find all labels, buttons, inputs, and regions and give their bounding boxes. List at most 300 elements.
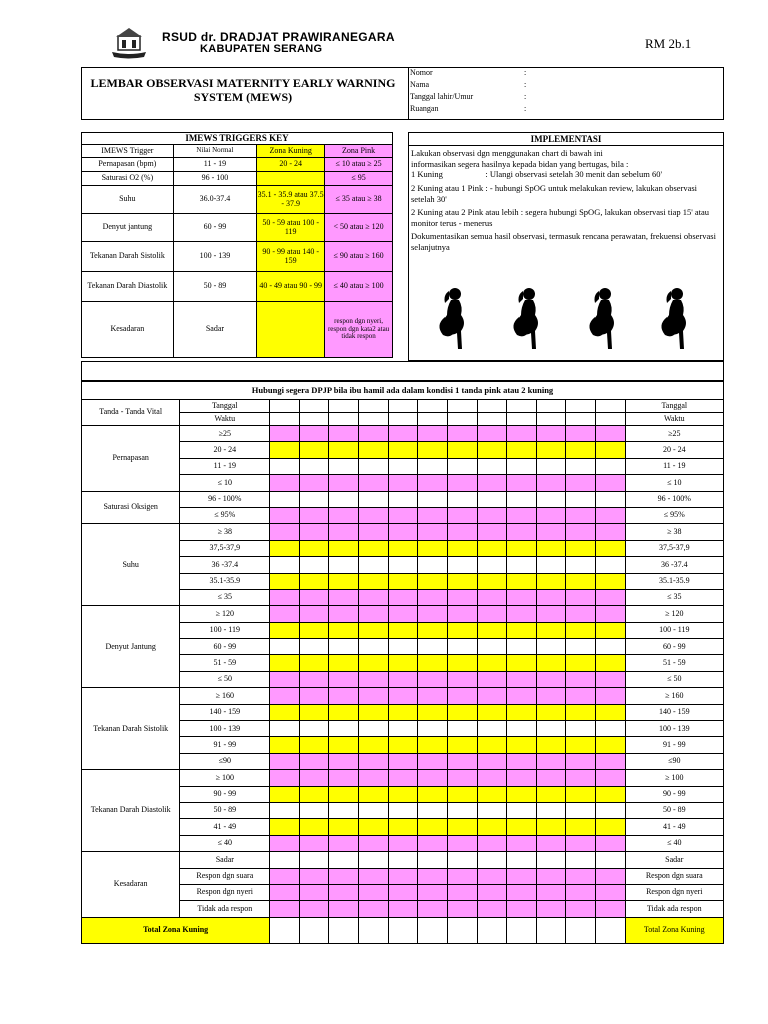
- observation-cell[interactable]: [359, 802, 389, 818]
- observation-cell[interactable]: [566, 622, 596, 638]
- observation-cell[interactable]: [595, 458, 625, 474]
- observation-cell[interactable]: [270, 524, 300, 540]
- observation-cell[interactable]: [477, 655, 507, 671]
- observation-cell[interactable]: [299, 737, 329, 753]
- observation-cell[interactable]: [270, 852, 300, 868]
- observation-cell[interactable]: [329, 704, 359, 720]
- observation-cell[interactable]: [270, 475, 300, 491]
- time-cell[interactable]: [595, 413, 625, 426]
- observation-cell[interactable]: [447, 868, 477, 884]
- observation-cell[interactable]: [270, 868, 300, 884]
- observation-cell[interactable]: [388, 688, 418, 704]
- observation-cell[interactable]: [566, 753, 596, 769]
- observation-cell[interactable]: [359, 721, 389, 737]
- observation-cell[interactable]: [270, 442, 300, 458]
- observation-cell[interactable]: [595, 540, 625, 556]
- observation-cell[interactable]: [359, 704, 389, 720]
- observation-cell[interactable]: [595, 901, 625, 917]
- observation-cell[interactable]: [507, 819, 537, 835]
- observation-cell[interactable]: [595, 426, 625, 442]
- observation-cell[interactable]: [477, 639, 507, 655]
- observation-cell[interactable]: [270, 688, 300, 704]
- observation-cell[interactable]: [477, 589, 507, 605]
- total-cell[interactable]: [299, 917, 329, 943]
- observation-cell[interactable]: [566, 557, 596, 573]
- observation-cell[interactable]: [359, 688, 389, 704]
- observation-cell[interactable]: [359, 589, 389, 605]
- observation-cell[interactable]: [536, 524, 566, 540]
- observation-cell[interactable]: [595, 737, 625, 753]
- observation-cell[interactable]: [418, 786, 448, 802]
- observation-cell[interactable]: [477, 442, 507, 458]
- observation-cell[interactable]: [418, 573, 448, 589]
- observation-cell[interactable]: [536, 901, 566, 917]
- observation-cell[interactable]: [536, 835, 566, 851]
- observation-cell[interactable]: [418, 737, 448, 753]
- observation-cell[interactable]: [477, 671, 507, 687]
- observation-cell[interactable]: [507, 507, 537, 523]
- observation-cell[interactable]: [359, 868, 389, 884]
- observation-cell[interactable]: [388, 540, 418, 556]
- observation-cell[interactable]: [536, 622, 566, 638]
- observation-cell[interactable]: [447, 835, 477, 851]
- observation-cell[interactable]: [329, 835, 359, 851]
- observation-cell[interactable]: [566, 475, 596, 491]
- observation-cell[interactable]: [388, 704, 418, 720]
- observation-cell[interactable]: [270, 573, 300, 589]
- observation-cell[interactable]: [270, 819, 300, 835]
- observation-cell[interactable]: [566, 573, 596, 589]
- observation-cell[interactable]: [447, 606, 477, 622]
- observation-cell[interactable]: [418, 802, 448, 818]
- observation-cell[interactable]: [388, 639, 418, 655]
- time-cell[interactable]: [566, 413, 596, 426]
- observation-cell[interactable]: [329, 540, 359, 556]
- observation-cell[interactable]: [507, 606, 537, 622]
- observation-cell[interactable]: [388, 770, 418, 786]
- observation-cell[interactable]: [299, 721, 329, 737]
- observation-cell[interactable]: [447, 475, 477, 491]
- observation-cell[interactable]: [359, 770, 389, 786]
- observation-cell[interactable]: [477, 786, 507, 802]
- time-cell[interactable]: [536, 413, 566, 426]
- observation-cell[interactable]: [447, 524, 477, 540]
- observation-cell[interactable]: [536, 753, 566, 769]
- observation-cell[interactable]: [359, 819, 389, 835]
- observation-cell[interactable]: [566, 639, 596, 655]
- observation-cell[interactable]: [536, 606, 566, 622]
- observation-cell[interactable]: [329, 852, 359, 868]
- observation-cell[interactable]: [270, 704, 300, 720]
- observation-cell[interactable]: [299, 835, 329, 851]
- observation-cell[interactable]: [299, 606, 329, 622]
- observation-cell[interactable]: [447, 802, 477, 818]
- observation-cell[interactable]: [447, 426, 477, 442]
- observation-cell[interactable]: [270, 753, 300, 769]
- observation-cell[interactable]: [477, 721, 507, 737]
- observation-cell[interactable]: [477, 540, 507, 556]
- observation-cell[interactable]: [477, 426, 507, 442]
- observation-cell[interactable]: [477, 475, 507, 491]
- observation-cell[interactable]: [447, 540, 477, 556]
- observation-cell[interactable]: [388, 622, 418, 638]
- observation-cell[interactable]: [477, 458, 507, 474]
- observation-cell[interactable]: [388, 458, 418, 474]
- observation-cell[interactable]: [566, 606, 596, 622]
- observation-cell[interactable]: [388, 573, 418, 589]
- observation-cell[interactable]: [418, 491, 448, 507]
- observation-cell[interactable]: [270, 770, 300, 786]
- observation-cell[interactable]: [359, 639, 389, 655]
- observation-cell[interactable]: [536, 704, 566, 720]
- total-cell[interactable]: [418, 917, 448, 943]
- observation-cell[interactable]: [595, 884, 625, 900]
- observation-cell[interactable]: [418, 540, 448, 556]
- observation-cell[interactable]: [595, 622, 625, 638]
- observation-cell[interactable]: [329, 491, 359, 507]
- observation-cell[interactable]: [595, 606, 625, 622]
- observation-cell[interactable]: [477, 802, 507, 818]
- observation-cell[interactable]: [388, 475, 418, 491]
- observation-cell[interactable]: [418, 819, 448, 835]
- observation-cell[interactable]: [388, 737, 418, 753]
- observation-cell[interactable]: [329, 557, 359, 573]
- total-cell[interactable]: [507, 917, 537, 943]
- observation-cell[interactable]: [359, 426, 389, 442]
- observation-cell[interactable]: [595, 491, 625, 507]
- observation-cell[interactable]: [566, 704, 596, 720]
- observation-cell[interactable]: [536, 671, 566, 687]
- observation-cell[interactable]: [299, 458, 329, 474]
- observation-cell[interactable]: [299, 786, 329, 802]
- observation-cell[interactable]: [299, 770, 329, 786]
- time-cell[interactable]: [477, 413, 507, 426]
- observation-cell[interactable]: [447, 557, 477, 573]
- observation-cell[interactable]: [507, 573, 537, 589]
- observation-cell[interactable]: [595, 868, 625, 884]
- date-cell[interactable]: [359, 400, 389, 413]
- observation-cell[interactable]: [299, 688, 329, 704]
- observation-cell[interactable]: [329, 606, 359, 622]
- observation-cell[interactable]: [566, 507, 596, 523]
- observation-cell[interactable]: [359, 458, 389, 474]
- observation-cell[interactable]: [536, 491, 566, 507]
- observation-cell[interactable]: [566, 835, 596, 851]
- observation-cell[interactable]: [418, 589, 448, 605]
- observation-cell[interactable]: [329, 737, 359, 753]
- observation-cell[interactable]: [507, 426, 537, 442]
- observation-cell[interactable]: [388, 491, 418, 507]
- observation-cell[interactable]: [566, 426, 596, 442]
- observation-cell[interactable]: [418, 426, 448, 442]
- observation-cell[interactable]: [418, 721, 448, 737]
- observation-cell[interactable]: [477, 901, 507, 917]
- observation-cell[interactable]: [329, 442, 359, 458]
- observation-cell[interactable]: [477, 852, 507, 868]
- observation-cell[interactable]: [566, 671, 596, 687]
- observation-cell[interactable]: [299, 802, 329, 818]
- observation-cell[interactable]: [447, 852, 477, 868]
- observation-cell[interactable]: [418, 622, 448, 638]
- observation-cell[interactable]: [299, 491, 329, 507]
- total-cell[interactable]: [270, 917, 300, 943]
- observation-cell[interactable]: [418, 868, 448, 884]
- observation-cell[interactable]: [477, 884, 507, 900]
- observation-cell[interactable]: [566, 458, 596, 474]
- observation-cell[interactable]: [507, 835, 537, 851]
- observation-cell[interactable]: [507, 639, 537, 655]
- observation-cell[interactable]: [566, 802, 596, 818]
- observation-cell[interactable]: [359, 884, 389, 900]
- observation-cell[interactable]: [388, 852, 418, 868]
- observation-cell[interactable]: [566, 655, 596, 671]
- observation-cell[interactable]: [536, 557, 566, 573]
- observation-cell[interactable]: [329, 622, 359, 638]
- observation-cell[interactable]: [299, 573, 329, 589]
- observation-cell[interactable]: [418, 852, 448, 868]
- observation-cell[interactable]: [299, 704, 329, 720]
- total-cell[interactable]: [536, 917, 566, 943]
- observation-cell[interactable]: [566, 491, 596, 507]
- observation-cell[interactable]: [447, 491, 477, 507]
- observation-cell[interactable]: [536, 884, 566, 900]
- observation-cell[interactable]: [507, 475, 537, 491]
- observation-cell[interactable]: [299, 426, 329, 442]
- total-cell[interactable]: [595, 917, 625, 943]
- observation-cell[interactable]: [329, 458, 359, 474]
- observation-cell[interactable]: [388, 721, 418, 737]
- observation-cell[interactable]: [477, 753, 507, 769]
- observation-cell[interactable]: [329, 671, 359, 687]
- observation-cell[interactable]: [536, 426, 566, 442]
- total-cell[interactable]: [477, 917, 507, 943]
- observation-cell[interactable]: [299, 442, 329, 458]
- observation-cell[interactable]: [536, 721, 566, 737]
- total-cell[interactable]: [566, 917, 596, 943]
- observation-cell[interactable]: [566, 819, 596, 835]
- time-cell[interactable]: [507, 413, 537, 426]
- observation-cell[interactable]: [359, 606, 389, 622]
- observation-cell[interactable]: [270, 884, 300, 900]
- observation-cell[interactable]: [477, 491, 507, 507]
- observation-cell[interactable]: [418, 753, 448, 769]
- date-cell[interactable]: [566, 400, 596, 413]
- observation-cell[interactable]: [595, 442, 625, 458]
- observation-cell[interactable]: [329, 721, 359, 737]
- observation-cell[interactable]: [595, 573, 625, 589]
- observation-cell[interactable]: [447, 753, 477, 769]
- observation-cell[interactable]: [299, 753, 329, 769]
- observation-cell[interactable]: [359, 655, 389, 671]
- total-cell[interactable]: [359, 917, 389, 943]
- observation-cell[interactable]: [595, 704, 625, 720]
- total-cell[interactable]: [388, 917, 418, 943]
- observation-cell[interactable]: [388, 835, 418, 851]
- observation-cell[interactable]: [507, 770, 537, 786]
- observation-cell[interactable]: [595, 475, 625, 491]
- observation-cell[interactable]: [329, 884, 359, 900]
- observation-cell[interactable]: [595, 655, 625, 671]
- observation-cell[interactable]: [418, 770, 448, 786]
- observation-cell[interactable]: [595, 507, 625, 523]
- observation-cell[interactable]: [536, 688, 566, 704]
- observation-cell[interactable]: [359, 475, 389, 491]
- observation-cell[interactable]: [418, 655, 448, 671]
- observation-cell[interactable]: [418, 639, 448, 655]
- observation-cell[interactable]: [566, 688, 596, 704]
- observation-cell[interactable]: [388, 426, 418, 442]
- observation-cell[interactable]: [507, 442, 537, 458]
- observation-cell[interactable]: [447, 671, 477, 687]
- observation-cell[interactable]: [536, 458, 566, 474]
- observation-cell[interactable]: [595, 721, 625, 737]
- total-cell[interactable]: [447, 917, 477, 943]
- date-cell[interactable]: [595, 400, 625, 413]
- observation-cell[interactable]: [507, 458, 537, 474]
- observation-cell[interactable]: [270, 639, 300, 655]
- observation-cell[interactable]: [447, 507, 477, 523]
- observation-cell[interactable]: [388, 786, 418, 802]
- observation-cell[interactable]: [566, 442, 596, 458]
- observation-cell[interactable]: [536, 573, 566, 589]
- observation-cell[interactable]: [566, 884, 596, 900]
- observation-cell[interactable]: [270, 491, 300, 507]
- observation-cell[interactable]: [477, 819, 507, 835]
- observation-cell[interactable]: [477, 573, 507, 589]
- observation-cell[interactable]: [447, 737, 477, 753]
- observation-cell[interactable]: [507, 704, 537, 720]
- observation-cell[interactable]: [270, 540, 300, 556]
- observation-cell[interactable]: [299, 901, 329, 917]
- observation-cell[interactable]: [329, 753, 359, 769]
- observation-cell[interactable]: [270, 721, 300, 737]
- observation-cell[interactable]: [388, 901, 418, 917]
- observation-cell[interactable]: [329, 589, 359, 605]
- observation-cell[interactable]: [477, 524, 507, 540]
- observation-cell[interactable]: [299, 819, 329, 835]
- observation-cell[interactable]: [447, 688, 477, 704]
- observation-cell[interactable]: [447, 589, 477, 605]
- observation-cell[interactable]: [329, 786, 359, 802]
- observation-cell[interactable]: [595, 557, 625, 573]
- observation-cell[interactable]: [507, 491, 537, 507]
- observation-cell[interactable]: [477, 868, 507, 884]
- observation-cell[interactable]: [447, 622, 477, 638]
- time-cell[interactable]: [359, 413, 389, 426]
- observation-cell[interactable]: [270, 426, 300, 442]
- observation-cell[interactable]: [507, 589, 537, 605]
- observation-cell[interactable]: [507, 622, 537, 638]
- time-cell[interactable]: [388, 413, 418, 426]
- observation-cell[interactable]: [595, 589, 625, 605]
- time-cell[interactable]: [447, 413, 477, 426]
- observation-cell[interactable]: [418, 442, 448, 458]
- observation-cell[interactable]: [388, 507, 418, 523]
- observation-cell[interactable]: [507, 671, 537, 687]
- observation-cell[interactable]: [595, 802, 625, 818]
- observation-cell[interactable]: [299, 589, 329, 605]
- observation-cell[interactable]: [447, 655, 477, 671]
- observation-cell[interactable]: [388, 884, 418, 900]
- observation-cell[interactable]: [595, 524, 625, 540]
- observation-cell[interactable]: [536, 852, 566, 868]
- observation-cell[interactable]: [595, 819, 625, 835]
- observation-cell[interactable]: [477, 704, 507, 720]
- observation-cell[interactable]: [329, 426, 359, 442]
- observation-cell[interactable]: [566, 786, 596, 802]
- observation-cell[interactable]: [447, 639, 477, 655]
- observation-cell[interactable]: [536, 639, 566, 655]
- observation-cell[interactable]: [388, 442, 418, 458]
- observation-cell[interactable]: [595, 688, 625, 704]
- observation-cell[interactable]: [477, 507, 507, 523]
- observation-cell[interactable]: [329, 819, 359, 835]
- observation-cell[interactable]: [418, 704, 448, 720]
- observation-cell[interactable]: [566, 540, 596, 556]
- observation-cell[interactable]: [359, 573, 389, 589]
- observation-cell[interactable]: [388, 819, 418, 835]
- observation-cell[interactable]: [477, 688, 507, 704]
- observation-cell[interactable]: [566, 868, 596, 884]
- observation-cell[interactable]: [536, 540, 566, 556]
- observation-cell[interactable]: [447, 770, 477, 786]
- observation-cell[interactable]: [536, 802, 566, 818]
- observation-cell[interactable]: [270, 606, 300, 622]
- observation-cell[interactable]: [507, 786, 537, 802]
- observation-cell[interactable]: [388, 557, 418, 573]
- observation-cell[interactable]: [507, 852, 537, 868]
- observation-cell[interactable]: [595, 852, 625, 868]
- observation-cell[interactable]: [536, 475, 566, 491]
- observation-cell[interactable]: [299, 540, 329, 556]
- observation-cell[interactable]: [418, 606, 448, 622]
- observation-cell[interactable]: [299, 868, 329, 884]
- time-cell[interactable]: [418, 413, 448, 426]
- observation-cell[interactable]: [595, 786, 625, 802]
- observation-cell[interactable]: [507, 540, 537, 556]
- observation-cell[interactable]: [536, 868, 566, 884]
- observation-cell[interactable]: [418, 688, 448, 704]
- observation-cell[interactable]: [388, 524, 418, 540]
- observation-cell[interactable]: [566, 737, 596, 753]
- observation-cell[interactable]: [418, 671, 448, 687]
- observation-cell[interactable]: [270, 737, 300, 753]
- observation-cell[interactable]: [270, 622, 300, 638]
- observation-cell[interactable]: [388, 753, 418, 769]
- observation-cell[interactable]: [477, 835, 507, 851]
- observation-cell[interactable]: [566, 852, 596, 868]
- observation-cell[interactable]: [359, 786, 389, 802]
- observation-cell[interactable]: [299, 524, 329, 540]
- observation-cell[interactable]: [477, 557, 507, 573]
- observation-cell[interactable]: [477, 606, 507, 622]
- observation-cell[interactable]: [270, 557, 300, 573]
- observation-cell[interactable]: [299, 475, 329, 491]
- observation-cell[interactable]: [329, 573, 359, 589]
- observation-cell[interactable]: [359, 507, 389, 523]
- date-cell[interactable]: [418, 400, 448, 413]
- date-cell[interactable]: [270, 400, 300, 413]
- observation-cell[interactable]: [447, 458, 477, 474]
- observation-cell[interactable]: [329, 901, 359, 917]
- date-cell[interactable]: [447, 400, 477, 413]
- observation-cell[interactable]: [388, 655, 418, 671]
- observation-cell[interactable]: [418, 835, 448, 851]
- date-cell[interactable]: [299, 400, 329, 413]
- observation-cell[interactable]: [536, 737, 566, 753]
- observation-cell[interactable]: [447, 901, 477, 917]
- observation-cell[interactable]: [418, 458, 448, 474]
